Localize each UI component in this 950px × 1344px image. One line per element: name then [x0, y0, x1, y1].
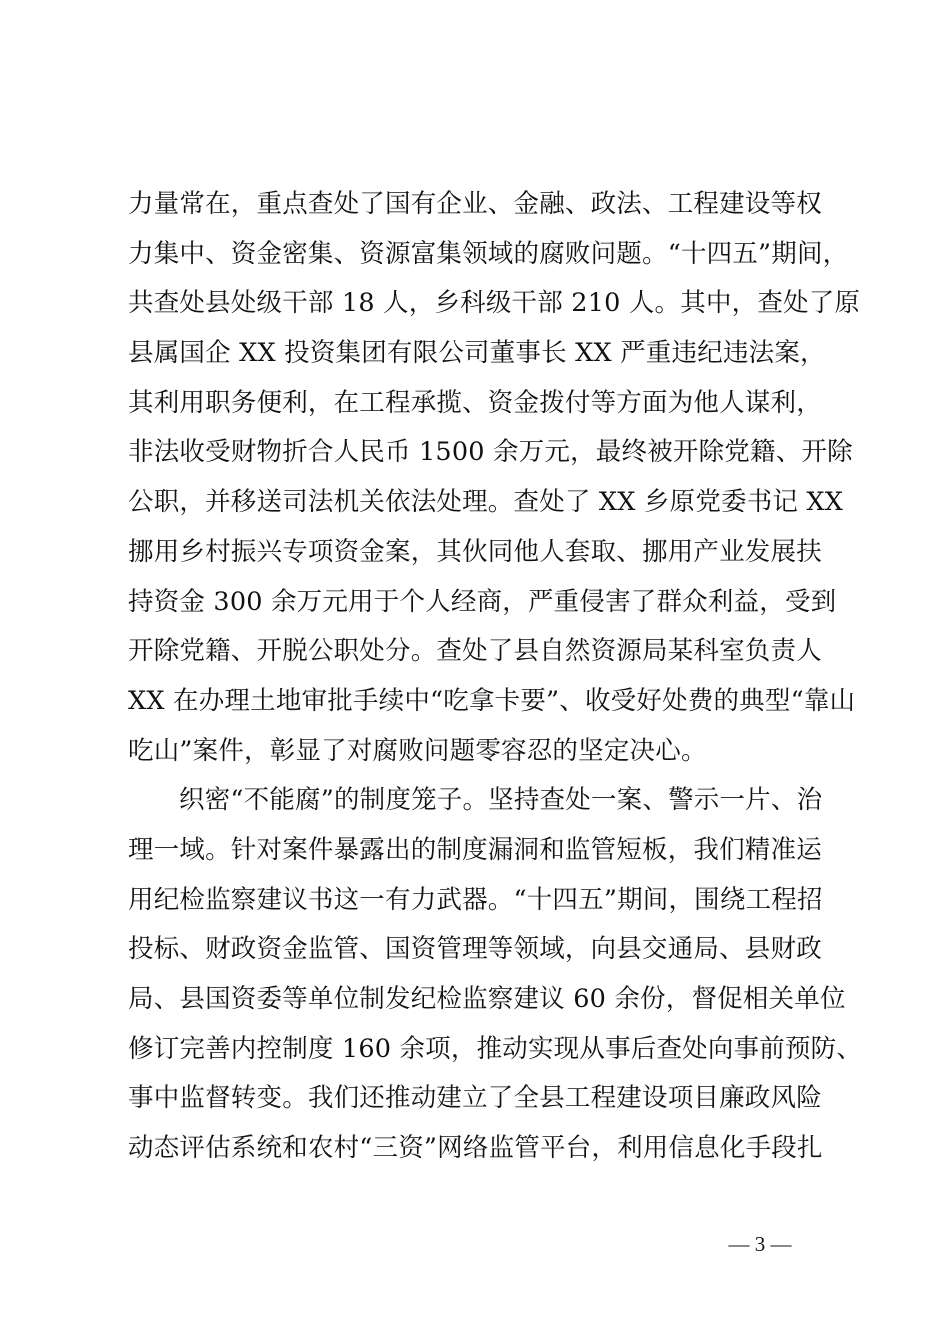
text-line: 持资金 300 余万元用于个人经商，严重侵害了群众利益，受到: [128, 586, 837, 617]
text-line: 织密“不能腐”的制度笼子。坚持查处一案、警示一片、治: [179, 785, 823, 816]
body-text: [128, 180, 863, 1174]
text-line: 理一域。针对案件暴露出的制度漏洞和监管短板，我们精准运: [128, 834, 822, 865]
text-line: 吃山”案件，彰显了对腐败问题零容忍的坚定决心。: [128, 735, 707, 766]
text-line: 挪用乡村振兴专项资金案，其伙同他人套取、挪用产业发展扶: [128, 536, 822, 567]
text-line: 县属国企 XX 投资集团有限公司董事长 XX 严重违纪违法案，: [128, 338, 826, 369]
text-line: 其利用职务便利，在工程承揽、资金拨付等方面为他人谋利，: [128, 387, 822, 418]
text-line: 开除党籍、开脱公职处分。查处了县自然资源局某科室负责人: [128, 636, 822, 667]
text-line: 力量常在，重点查处了国有企业、金融、政法、工程建设等权: [128, 189, 822, 219]
text-line: 局、县国资委等单位制发纪检监察建议 60 余份，督促相关单位: [128, 984, 846, 1014]
text-line: 动态评估系统和农村“三资”网络监管平台，利用信息化手段扎: [128, 1133, 823, 1164]
text-line: 投标、财政资金监管、国资管理等领域，向县交通局、县财政: [128, 934, 822, 965]
text-line: 事中监督转变。我们还推动建立了全县工程建设项目廉政风险: [128, 1083, 822, 1114]
page-number: — 3 —: [728, 1232, 792, 1256]
text-line: 修订完善内控制度 160 余项，推动实现从事后查处向事前预防、: [128, 1033, 863, 1064]
text-line: 共查处县处级干部 18 人，乡科级干部 210 人。其中，查处了原: [128, 288, 861, 319]
text-line: 用纪检监察建议书这一有力武器。“十四五”期间，围绕工程招: [128, 884, 823, 915]
text-line: 力集中、资金密集、资源富集领域的腐败问题。“十四五”期间，: [128, 238, 849, 269]
paragraph: [128, 180, 861, 776]
text-line: XX 在办理土地审批手续中“吃拿卡要”、收受好处费的典型“靠山: [128, 685, 856, 716]
text-line: 公职，并移送司法机关依法处理。查处了 XX 乡原党委书记 XX: [128, 487, 844, 518]
text-line: 非法收受财物折合人民币 1500 余万元，最终被开除党籍、开除: [128, 437, 853, 468]
paragraph: [128, 776, 863, 1174]
